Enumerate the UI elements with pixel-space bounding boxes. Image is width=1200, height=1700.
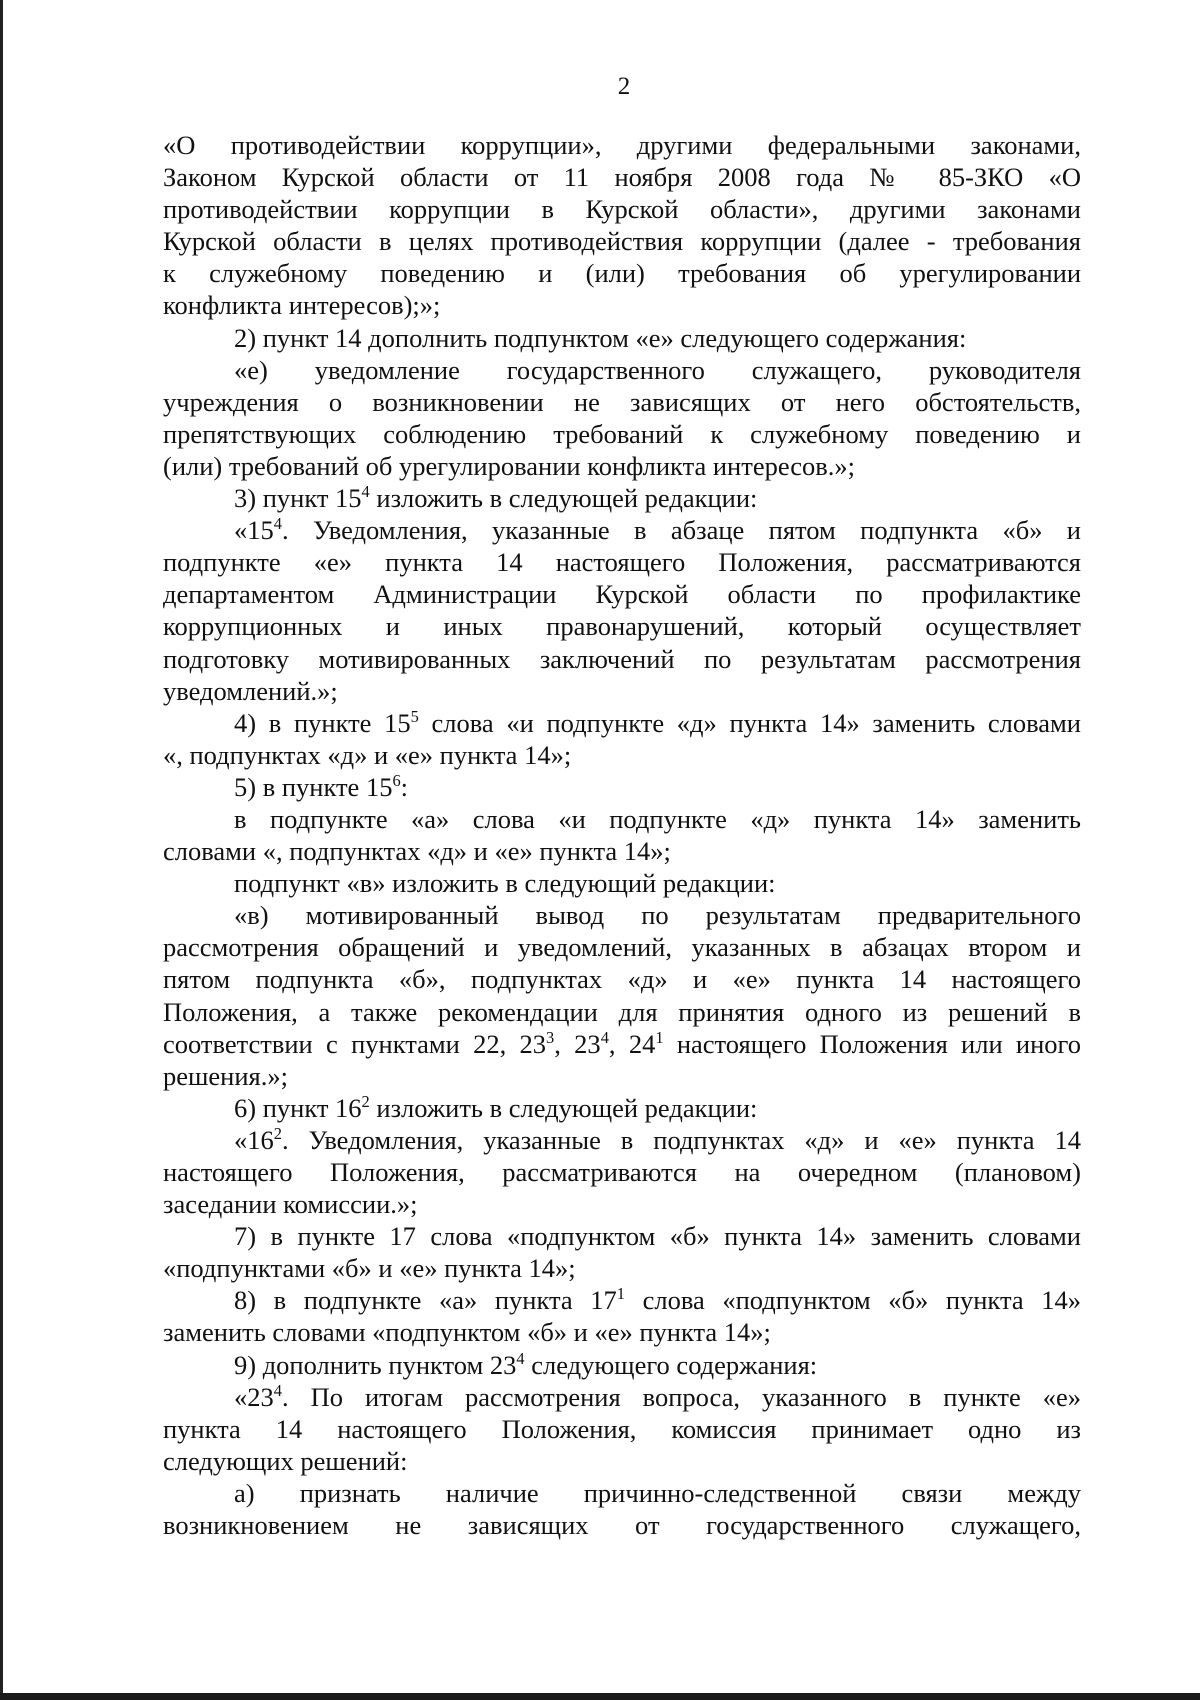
superscript: 3: [546, 1027, 555, 1047]
scan-edge-bottom: [0, 1693, 1200, 1700]
text-line: «$23^4$. По итогам рассмотрения вопроса, указанного в пункте «е»: [234, 1380, 1081, 1412]
page-number: 2: [617, 73, 631, 100]
text-line: Законом Курской области от 11 ноября 2008 года № 85-ЗКО «О: [163, 162, 1081, 193]
text-line: подпункте «е» пункта 14 настоящего Положения, рассматриваются: [163, 547, 1081, 578]
text-line: 7) в пункте 17 слова «подпунктом «б» пункта 14» заменить словами: [234, 1221, 1081, 1252]
superscript: 2: [273, 1123, 282, 1143]
document-body: [163, 129, 1081, 1541]
text-line: пятом подпункта «б», подпунктах «д» и «е» пункта 14 настоящего: [163, 964, 1081, 995]
text-line: 4) в пункте $15^5$ слова «и подпункте «д» пункта 14» заменить словами: [234, 706, 1081, 738]
superscript: 1: [616, 1284, 625, 1304]
superscript: 1: [655, 1027, 664, 1047]
text-line: пункта 14 настоящего Положения, комиссия принимает одно из: [163, 1413, 1081, 1444]
text-line: препятствующих соблюдению требований к служебному поведению и: [163, 418, 1081, 449]
text-line: «, подпунктах «д» и «е» пункта 14»;: [163, 739, 572, 770]
text-line: «О противодействии коррупции», другими федеральными законами,: [163, 130, 1081, 160]
text-line: (или) требований об урегулировании конфликта интересов.»;: [163, 450, 856, 481]
superscript: 4: [516, 1348, 525, 1368]
text-line: противодействии коррупции в Курской области», другими законами: [163, 194, 1081, 225]
text-line: заменить словами «подпунктом «б» и «е» пункта 14»;: [163, 1317, 771, 1348]
text-line: департаментом Администрации Курской области по профилактике: [163, 579, 1081, 610]
text-line: учреждения о возникновении не зависящих от него обстоятельств,: [163, 386, 1081, 417]
superscript: 5: [410, 706, 419, 726]
text-line: коррупционных и иных правонарушений, который осуществляет: [163, 611, 1081, 642]
text-line: 8) в подпункте «а» пункта $17^1$ слова «подпунктом «б» пункта 14»: [234, 1284, 1081, 1316]
superscript: 4: [361, 481, 370, 501]
text-line: 9) дополнить пунктом $23^4$ следующего содержания:: [234, 1348, 818, 1380]
text-line: заседании комиссии.»;: [163, 1189, 418, 1220]
text-line: уведомлений.»;: [163, 675, 338, 706]
text-line: рассмотрения обращений и уведомлений, указанных в абзацах втором и: [163, 932, 1081, 963]
text-line: «$15^4$. Уведомления, указанные в абзаце пятом подпункта «б» и: [234, 513, 1081, 546]
text-line: 6) пункт $16^2$ изложить в следующей редакции:: [234, 1091, 758, 1123]
scan-edge-left: [0, 0, 3, 1700]
text-line: подпункт «в» изложить в следующий редакции:: [234, 868, 776, 899]
superscript: 4: [273, 1380, 282, 1400]
text-line: «в) мотивированный вывод по результатам предварительного: [234, 900, 1081, 931]
text-line: Курской области в целях противодействия коррупции (далее - требования: [163, 226, 1081, 257]
text-line: соответствии с пунктами 22, $23^3$, $23^4$, $24^1$ настоящего Положения или иного: [163, 1027, 1081, 1059]
text-line: словами «, подпунктах «д» и «е» пункта 14»;: [163, 836, 671, 867]
text-line: а) признать наличие причинно-следственной связи между: [234, 1477, 1081, 1508]
superscript: 4: [273, 513, 282, 533]
text-line: «подпунктами «б» и «е» пункта 14»;: [163, 1253, 576, 1284]
text-line: подготовку мотивированных заключений по результатам рассмотрения: [163, 643, 1081, 674]
text-line: 2) пункт 14 дополнить подпунктом «е» следующего содержания:: [234, 322, 967, 353]
superscript: 2: [361, 1091, 370, 1111]
text-line: настоящего Положения, рассматриваются на очередном (плановом): [163, 1157, 1081, 1187]
text-line: следующих решений:: [163, 1445, 408, 1476]
text-line: Положения, а также рекомендации для принятия одного из решений в: [163, 996, 1081, 1027]
text-line: возникновением не зависящих от государственного служащего,: [163, 1510, 1081, 1541]
superscript: 6: [392, 770, 401, 790]
text-line: к служебному поведению и (или) требования об урегулировании: [163, 258, 1081, 289]
text-line: 3) пункт $15^4$ изложить в следующей редакции:: [234, 481, 758, 514]
text-line: решения.»;: [163, 1060, 288, 1091]
text-line: «$16^2$. Уведомления, указанные в подпунктах «д» и «е» пункта 14: [234, 1123, 1081, 1155]
text-line: конфликта интересов);»;: [163, 290, 441, 321]
text-line: 5) в пункте $15^6$:: [234, 770, 409, 802]
text-line: в подпункте «а» слова «и подпункте «д» пункта 14» заменить: [234, 803, 1081, 834]
superscript: 4: [600, 1027, 609, 1047]
text-line: «е) уведомление государственного служащего, руководителя: [234, 354, 1081, 385]
